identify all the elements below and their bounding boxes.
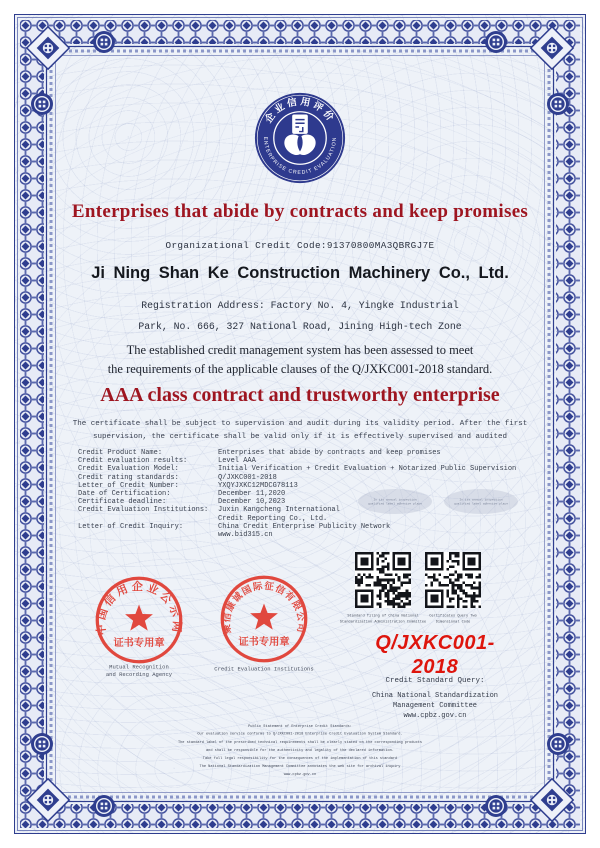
supervision-line-2: supervision, the certificate shall be valid only if it is effectively supervised and audited [92,433,508,441]
table-row [78,523,516,531]
stamp-right-caption [209,666,319,673]
registration-address [0,296,600,337]
certificate-title: Enterprises that abide by contracts and keep promises [71,201,529,222]
footer-line: Take full legal responsibility for the consequences of the implementation of this standard [202,755,398,761]
footer-line: The standard label of the prescribed technical requirements shall be clearly stated on the corresponding products [177,739,423,745]
detail-label: Letter of Credit Inquiry: [78,522,184,531]
table-row [78,474,516,482]
detail-label: Letter of Credit Number: [78,481,179,490]
detail-value: Level AAA [218,457,256,466]
query-line: China National Standardization [371,692,499,700]
detail-label: Credit Evaluation Institutions: [78,506,209,515]
table-row [78,465,516,473]
annual-note-line-1: In its annual inspection [373,497,417,501]
table-row [78,515,516,523]
public-statement-footer [120,722,480,778]
annual-inspection-label-area-2 [444,489,518,514]
standard-code-line-2: 2018 [411,656,459,678]
qr-code-certificate-query [425,552,481,608]
annual-note-line-2: qualified label adhesive place [367,501,423,505]
footer-line: Public Statement of Enterprise Credit Standards: [248,723,352,728]
caption-line: Mutual Recognition [109,664,169,671]
detail-value: Juxin Kangcheng International [218,506,340,515]
annual-inspection-label-area-1 [358,489,432,514]
detail-label: Certificate deadline: [78,498,167,507]
address-line-1: Registration Address: Factory No. 4, Yingke Industrial [141,300,459,311]
detail-value: YXQYJXKC12MDCG78113 [218,481,298,490]
star-icon [125,604,153,630]
stamp-ring-text: 聚信康诚国际征信有限公司 [220,579,308,635]
stamp-center-text: 证书专用章 [113,638,165,650]
org-code-value: 91370800MA3QBRGJ7E [326,240,435,251]
caption-line: and Recording Agency [105,671,173,678]
star-icon [250,603,278,629]
detail-value: December 10,2023 [218,498,286,507]
caption-line: Dimensional Code [435,619,471,624]
supervision-note [0,418,600,444]
stamp-center-text: 证书专用章 [238,637,290,649]
emblem-arc-bottom-text: ENTERPRISE CREDIT EVALUATION [262,136,338,176]
caption-line: Certificates Query Two [429,613,477,618]
detail-label: Credit Product Name: [78,449,163,457]
query-line: Management Committee [392,701,477,710]
caption-line: Standard filing of China National [347,613,419,618]
standard-code-line-1: Q/JXKC001- [375,632,495,654]
assessment-statement [0,341,600,379]
caption-line: Credit Evaluation Institutions [214,666,314,673]
stamp-credit-evaluation-institution [219,574,309,664]
standard-code [335,631,535,679]
credit-standard-query-label: Credit Standard Query: [385,677,485,685]
annual-note-line-1: In its annual inspection [459,497,503,501]
credit-standard-query-body [335,692,535,721]
table-row [78,531,516,539]
enterprise-credit-evaluation-emblem [254,92,346,184]
annual-note-line-2: qualified label adhesive place [453,501,509,505]
stamp-mutual-recognition [94,575,184,665]
address-line-2: Park, No. 666, 327 National Road, Jining High-tech Zone [138,320,462,332]
detail-label: Credit evaluation results: [78,457,188,466]
qr-right-caption [408,613,498,625]
stamp-left-caption [84,664,194,679]
detail-label: Credit rating standards: [78,473,179,482]
query-url: www.cpbz.gov.cn [403,711,467,720]
footer-line: Our evaluation service conforms to Q/JXKC001-2018 Enterprise Credit Evaluation System Standard. [197,731,403,737]
caption-line: Standardization Administration Committee [339,619,427,624]
organizational-credit-code [0,240,600,251]
company-name: Ji Ning Shan Ke Construction Machinery Co., Ltd. [91,264,509,282]
detail-value: December 11,2020 [218,490,286,499]
assessment-line-1: The established credit management system has been assessed to meet [126,343,474,357]
emblem-arc-top-text: 企业信用评价 [263,96,337,126]
detail-value: Q/JXKC001-2018 [218,473,277,482]
table-row [78,482,516,490]
detail-label: Date of Certification: [78,490,171,499]
footer-line: The National Standardization Management Committee annotates the web site for archival inquiry [199,764,401,769]
supervision-line-1: The certificate shall be subject to supervision and audit during its validity period. After the first [72,420,528,428]
table-row [78,457,516,465]
org-code-label: Organizational Credit Code: [165,240,327,251]
detail-value: China Credit Enterprise Publicity Network [218,522,391,531]
detail-value: Initial Verification + Credit Evaluation + Notarized Public Supervision [218,465,517,474]
table-row [78,449,516,457]
qr-code-standard-filing [355,552,411,608]
grade-title: AAA class contract and trustworthy enterprise [100,384,500,406]
assessment-line-2: the requirements of the applicable clauses of the Q/JXKC001-2018 standard. [107,362,493,376]
stamp-ring-text: 中国信用企业公示网 [95,581,183,636]
footer-url: www.cpbz.gov.cn [283,772,317,777]
footer-line: and shall be responsible for the authenticity and legality of the declared information. [206,747,394,753]
detail-value: Enterprises that abide by contracts and keep promises [218,449,441,457]
detail-value: www.bid315.cn [218,531,273,540]
detail-value: Credit Reporting Co., Ltd. [218,514,328,523]
detail-label: Credit Evaluation Model: [78,465,179,474]
